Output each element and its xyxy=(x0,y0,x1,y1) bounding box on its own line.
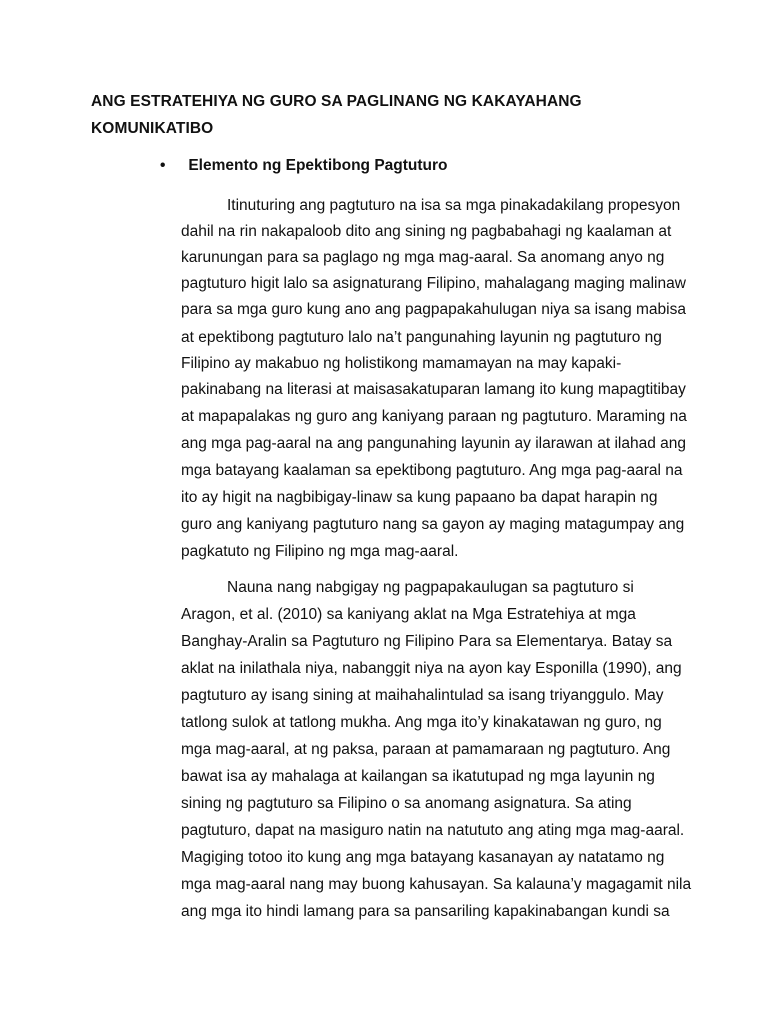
paragraph-line: pagtuturo ay isang sining at maihahalintulad sa isang triyanggulo. May xyxy=(181,687,664,704)
paragraph-line: Aragon, et al. (2010) sa kaniyang aklat na Mga Estratehiya at mga xyxy=(181,606,636,623)
paragraph-line: ang mga ito hindi lamang para sa pansariling kapakinabangan kundi sa xyxy=(181,903,670,920)
section-heading-text: Elemento ng Epektibong Pagtuturo xyxy=(188,157,448,174)
paragraph-line: pagtuturo, dapat na masiguro natin na natututo ang ating mga mag-aaral. xyxy=(181,822,685,839)
title-line: ANG ESTRATEHIYA NG GURO SA PAGLINANG NG KAKAYAHANG xyxy=(91,93,582,110)
paragraph-line: Nauna nang nabgigay ng pagpapakaulugan sa pagtuturo si xyxy=(227,579,634,596)
paragraph-line: aklat na inilathala niya, nabanggit niya na ayon kay Esponilla (1990), ang xyxy=(181,660,682,677)
document-title xyxy=(91,88,691,142)
paragraph-line: ito ay higit na nagbibigay-linaw sa kung papaano ba dapat harapin ng xyxy=(181,489,658,506)
paragraph-line: ang mga pag-aaral na ang pangunahing layunin ay ilarawan at ilahad ang xyxy=(181,435,686,452)
paragraph-line: pakinabang na literasi at maisasakatuparan lamang ito kung mapagtitibay xyxy=(181,381,686,398)
paragraph-line: karunungan para sa paglago ng mga mag-aaral. Sa anomang anyo ng xyxy=(181,249,665,266)
paragraph-line: bawat isa ay mahalaga at kailangan sa ikatutupad ng mga layunin ng xyxy=(181,768,655,785)
paragraph-line: para sa mga guro kung ano ang pagpapakahulugan niya sa isang mabisa xyxy=(181,301,686,318)
paragraph-line: at mapapalakas ng guro ang kaniyang paraan ng pagtuturo. Maraming na xyxy=(181,408,687,425)
bullet-icon: • xyxy=(160,157,166,174)
paragraph-line: Magiging totoo ito kung ang mga batayang kasanayan ay natatamo ng xyxy=(181,849,665,866)
paragraph-line: mga batayang kaalaman sa epektibong pagtuturo. Ang mga pag-aaral na xyxy=(181,462,683,479)
paragraph-line: Itinuturing ang pagtuturo na isa sa mga pinakadakilang propesyon xyxy=(227,197,681,214)
paragraph-line: tatlong sulok at tatlong mukha. Ang mga ito’y kinakatawan ng guro, ng xyxy=(181,714,662,731)
paragraph-line: pagkatuto ng Filipino ng mga mag-aaral. xyxy=(181,543,459,560)
title-line: KOMUNIKATIBO xyxy=(91,120,214,137)
paragraph-line: at epektibong pagtuturo lalo na’t pangunahing layunin ng pagtuturo ng xyxy=(181,329,662,346)
section-heading xyxy=(160,152,448,179)
paragraph-line: mga mag-aaral nang may buong kahusayan. Sa kalauna’y magagamit nila xyxy=(181,876,692,893)
paragraph-line: sining ng pagtuturo sa Filipino o sa anomang asignatura. Sa ating xyxy=(181,795,632,812)
paragraph-line: guro ang kaniyang pagtuturo nang sa gayon ay maging matagumpay ang xyxy=(181,516,685,533)
paragraph-line: mga mag-aaral, at ng paksa, paraan at pamamaraan ng pagtuturo. Ang xyxy=(181,741,671,758)
paragraph-line: Filipino ay makabuo ng holistikong mamamayan na may kapaki- xyxy=(181,355,622,372)
paragraph-line: dahil na rin nakapaloob dito ang sining ng pagbabahagi ng kaalaman at xyxy=(181,223,672,240)
paragraph-line: Banghay-Aralin sa Pagtuturo ng Filipino Para sa Elementarya. Batay sa xyxy=(181,633,673,650)
paragraph-line: pagtuturo higit lalo sa asignaturang Filipino, mahalagang maging malinaw xyxy=(181,275,686,292)
